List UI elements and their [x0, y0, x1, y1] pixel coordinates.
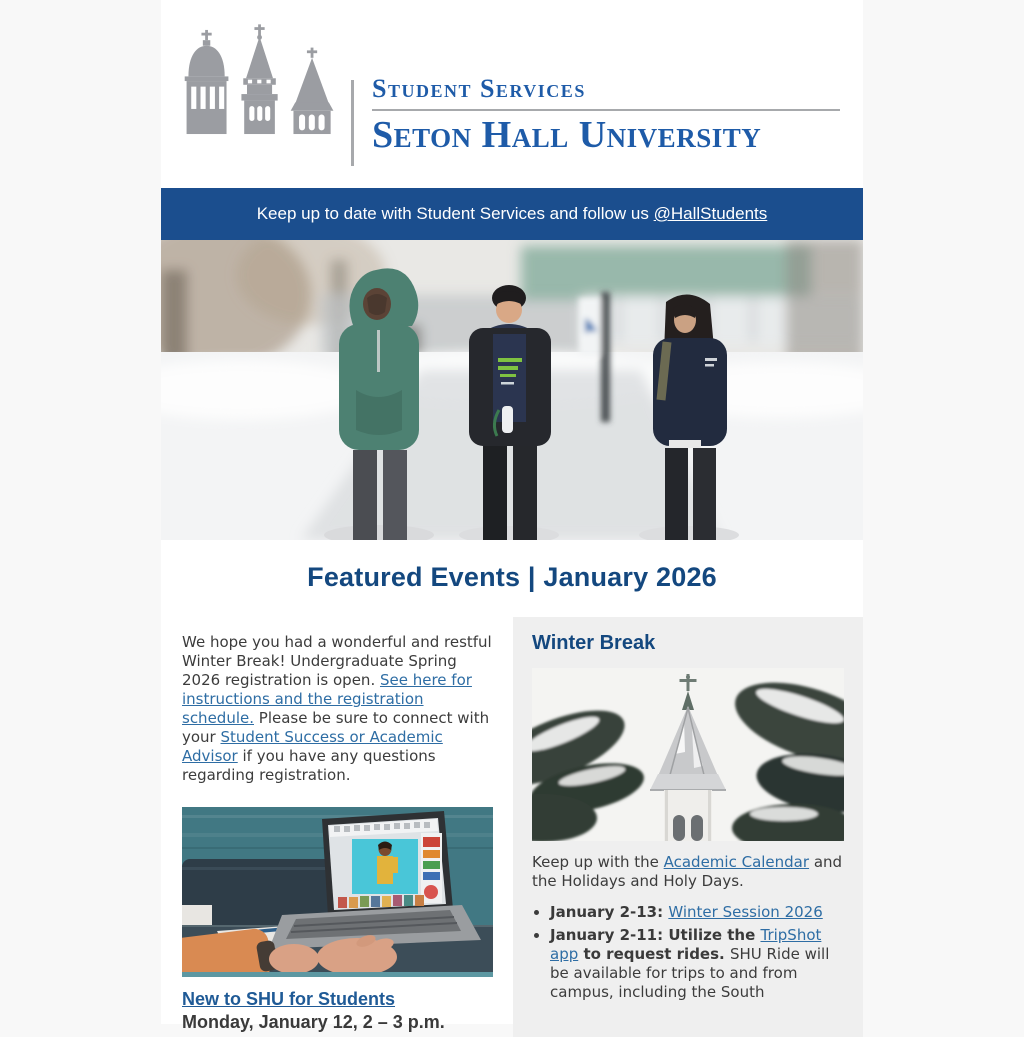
banner-text: Keep up to date with Student Services and follow us [256, 204, 654, 223]
new-to-shu-link[interactable]: New to SHU for Students [182, 989, 396, 1009]
tripshot-app-link[interactable]: TripShot app [550, 926, 822, 963]
bullet2-bold-tail: to request rides. [578, 945, 730, 963]
social-banner [161, 188, 863, 240]
winter-break-text-2: and the Holidays and Holy Days. [532, 853, 843, 890]
intro-text-3: if you have any questions regarding registration. [182, 747, 436, 784]
winter-break-text-1: Keep up with the [532, 853, 664, 871]
seton-hall-logo [181, 22, 840, 168]
logo-university-name: Seton Hall University [372, 114, 762, 156]
campus-silhouette-icon [181, 22, 339, 168]
list-item-tripshot [550, 926, 844, 1002]
header [161, 0, 863, 188]
logo-rule [372, 109, 840, 111]
logo-divider [351, 80, 354, 166]
newsletter-content [161, 0, 863, 1032]
academic-calendar-link[interactable]: Academic Calendar [663, 853, 810, 871]
hallstudents-link[interactable]: @HallStudents [653, 204, 768, 223]
intro-paragraph [182, 633, 493, 785]
event-datetime: Monday, January 12, 2 – 3 p.m. [182, 1011, 445, 1032]
featured-heading: Featured Events | January 2026 [307, 562, 717, 592]
registration-schedule-link[interactable]: See here for instructions and the registration schedule. [182, 671, 472, 727]
laptop-photo-illustration [182, 807, 493, 977]
winter-break-list [532, 903, 844, 1002]
laptop-photo [182, 807, 493, 977]
steeple-photo-illustration [532, 668, 844, 841]
list-item-winter-session [550, 903, 844, 922]
featured-heading-band [161, 540, 863, 615]
hero-photo [161, 240, 863, 540]
winter-session-link[interactable]: Winter Session 2026 [668, 903, 823, 921]
steeple-photo [532, 668, 844, 841]
columns [161, 615, 863, 1032]
bullet2-date: January 2-11: Utilize the [550, 926, 761, 944]
logo-division-name: Student Services [372, 74, 586, 103]
bullet2-text: SHU Ride will be available for trips to and from campus, including the South [550, 945, 830, 1001]
intro-text-1: We hope you had a wonderful and restful Winter Break! Undergraduate Spring 2026 registration is open. [182, 633, 492, 689]
winter-break-paragraph [532, 853, 844, 891]
intro-text-2: Please be sure to connect with your [182, 709, 490, 746]
winter-break-panel [513, 617, 863, 1037]
hero-photo-illustration [161, 240, 863, 540]
logo-text [372, 76, 840, 168]
left-column [182, 633, 493, 1033]
bullet1-date: January 2-13: [550, 903, 669, 921]
winter-break-heading: Winter Break [532, 632, 656, 654]
advisor-link[interactable]: Student Success or Academic Advisor [182, 728, 443, 765]
